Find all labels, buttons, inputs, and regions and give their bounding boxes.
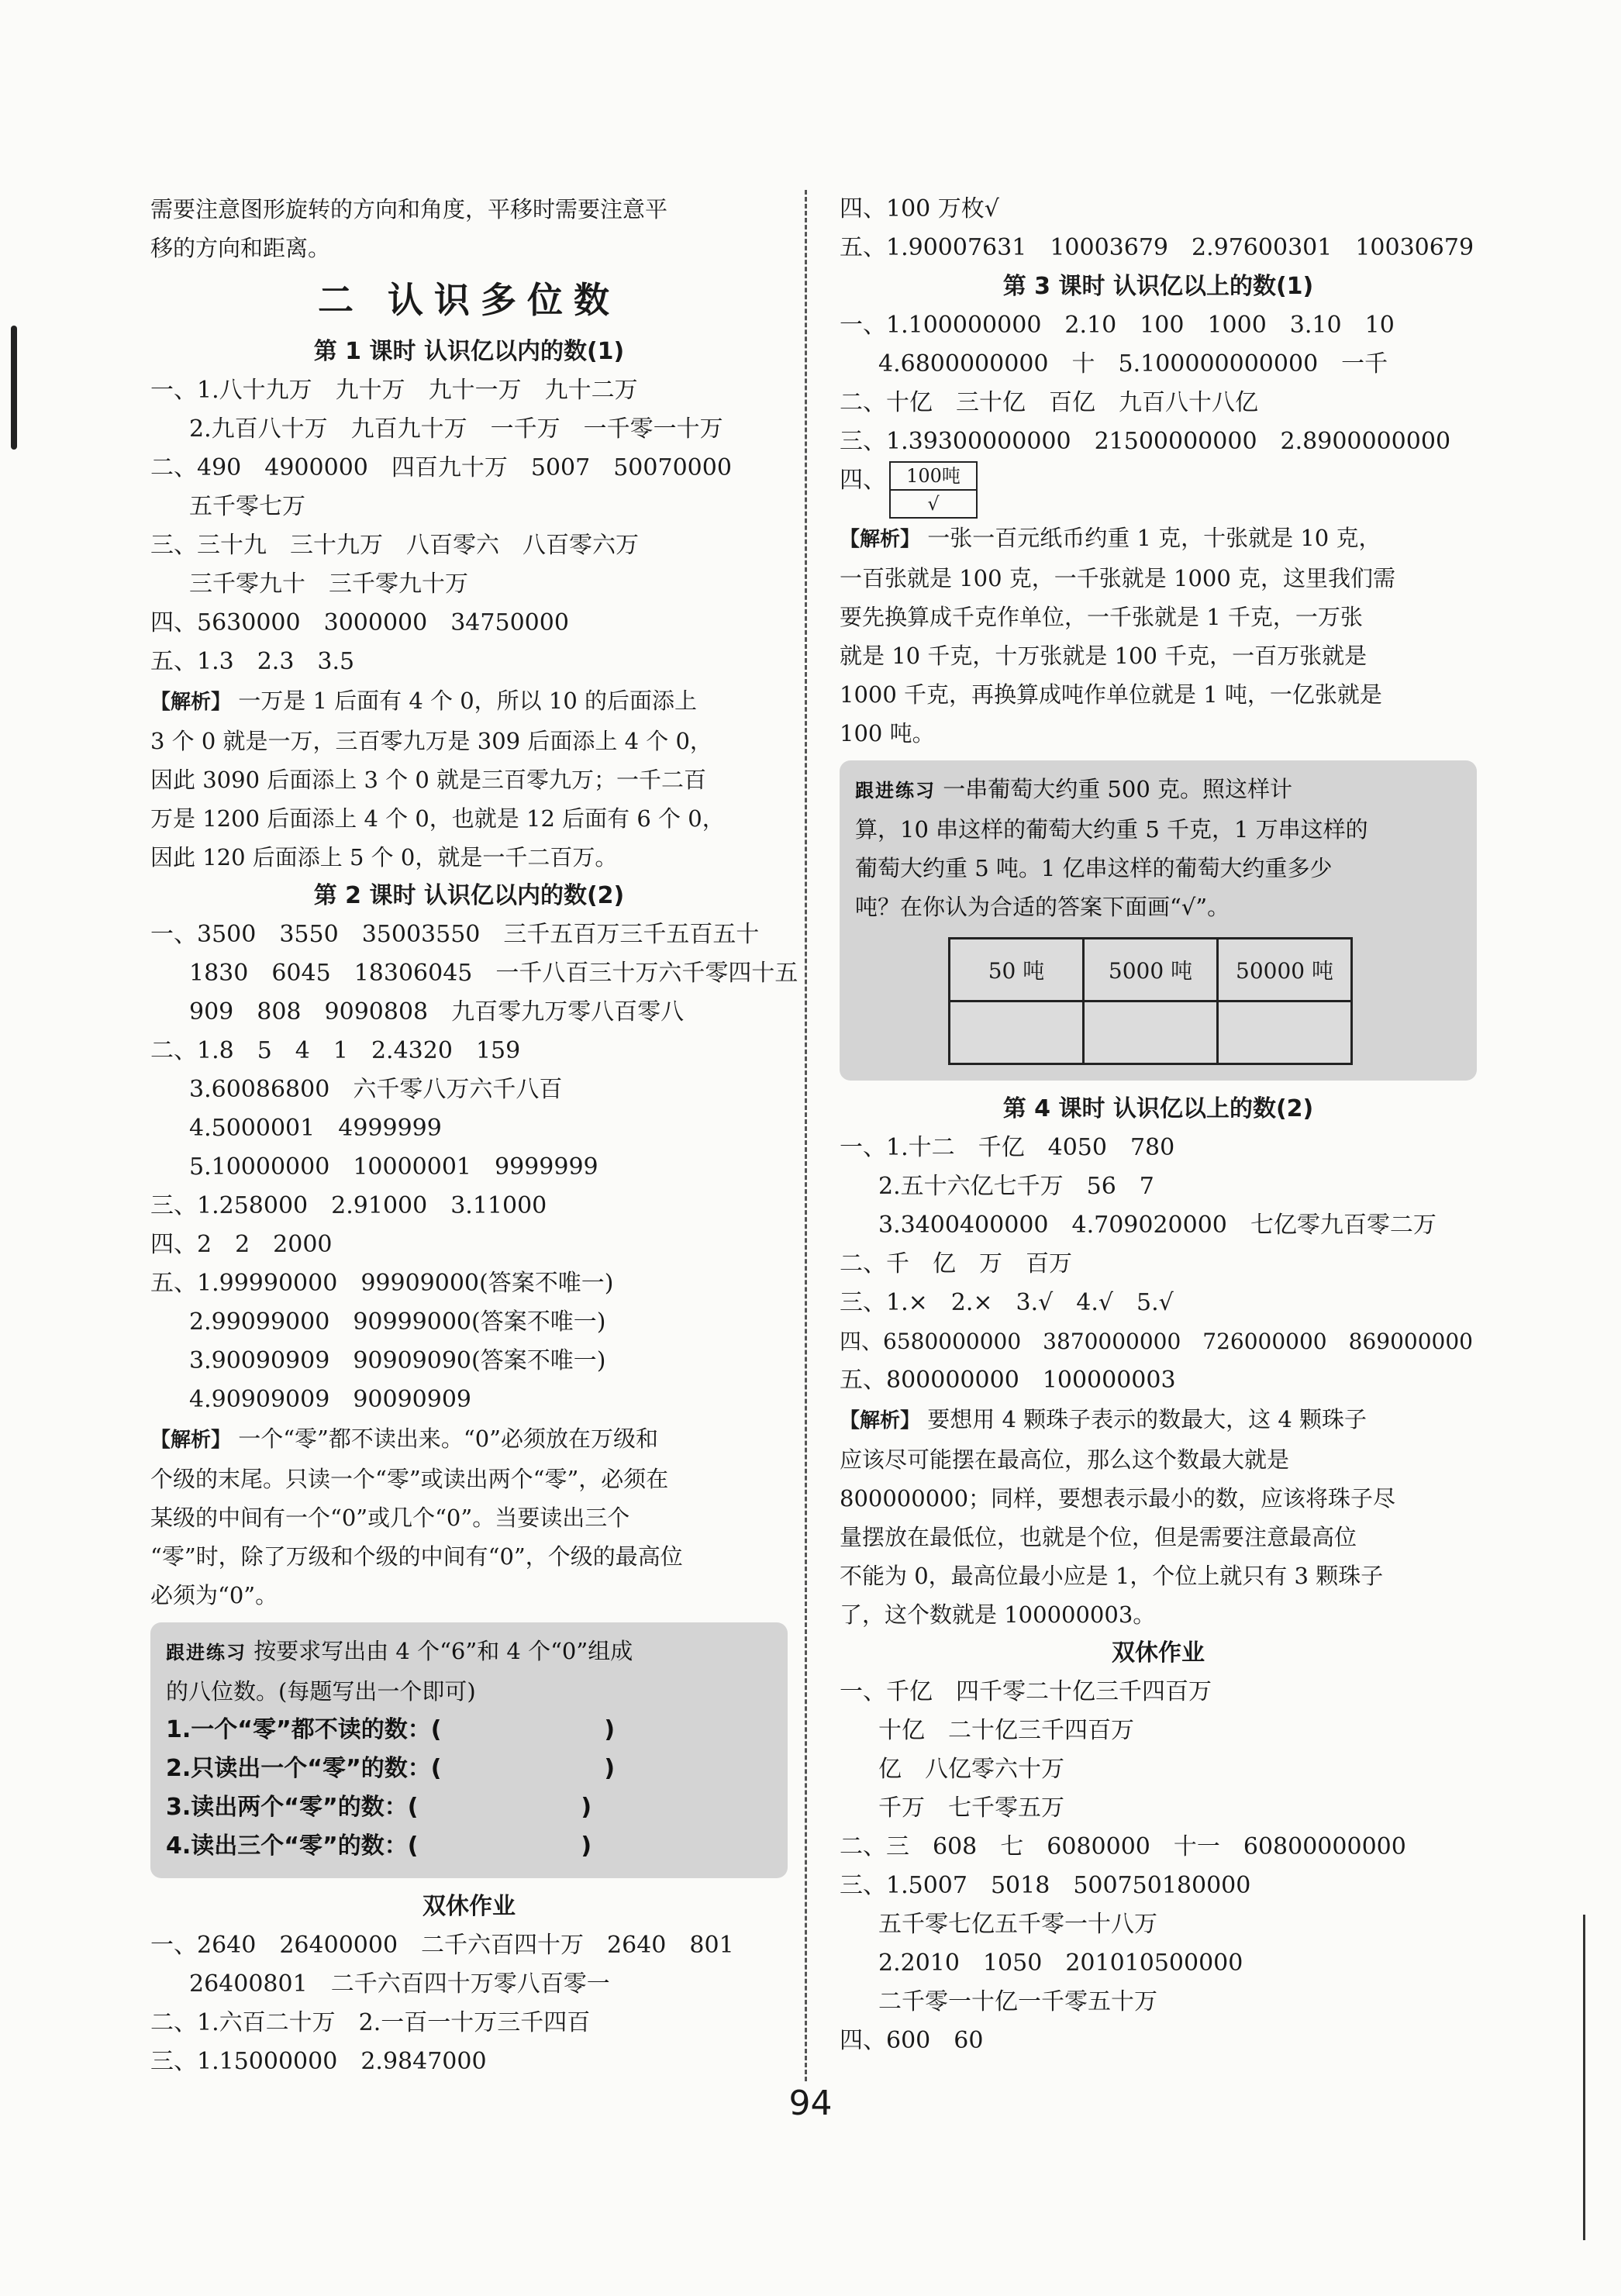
practice-text: 的八位数。(每题写出一个即可)	[166, 1678, 476, 1705]
answer-line: 五、1.3 2.3 3.5	[150, 648, 355, 675]
answer-line: 一、千亿 四千零二十亿三千四百万	[840, 1678, 1212, 1705]
answer-line: 三、1.39300000000 21500000000 2.8900000000	[840, 428, 1451, 455]
analysis-text: 要先换算成千克作单位，一千张就是 1 千克，一万张	[840, 604, 1363, 630]
practice-text: 葡萄大约重 5 吨。1 亿串这样的葡萄大约重多少	[855, 855, 1333, 881]
answer-line: 2.九百八十万 九百九十万 一千万 一千零一十万	[189, 415, 723, 443]
practice-box	[840, 760, 1477, 1081]
answer-line: 4.6800000000 十 5.100000000000 一千	[878, 350, 1388, 377]
analysis-text: 800000000；同样，要想表示最小的数，应该将珠子尽	[840, 1485, 1396, 1512]
analysis-text: 一个“零”都不读出来。“0”必须放在万级和	[238, 1426, 658, 1452]
section-title: 双休作业	[422, 1893, 516, 1920]
analysis-text: 必须为“0”。	[150, 1582, 278, 1608]
practice-box	[150, 1622, 788, 1878]
answer-line: 二、十亿 三十亿 百亿 九百八十八亿	[840, 389, 1258, 416]
answer-line: 五千零七亿五千零一十八万	[878, 1911, 1157, 1938]
table-cell: 50000 吨	[1218, 939, 1352, 1001]
answer-line: 四、600 60	[840, 2027, 984, 2054]
answer-line: 4.5000001 4999999	[189, 1115, 442, 1142]
analysis-text: 要想用 4 颗珠子表示的数最大，这 4 颗珠子	[927, 1406, 1368, 1432]
check-mark: √	[891, 489, 976, 517]
answer-line: 五、1.90007631 10003679 2.97600301 10030679	[840, 234, 1474, 261]
answer-line: 5.10000000 10000001 9999999	[189, 1153, 598, 1181]
analysis-tag: 【解析】	[840, 1409, 921, 1432]
practice-text: 一串葡萄大约重 500 克。照这样计	[943, 776, 1293, 802]
intro-line: 需要注意图形旋转的方向和角度，平移时需要注意平	[150, 196, 668, 222]
practice-item: 2.只读出一个“零”的数：( )	[166, 1755, 616, 1782]
answer-line: 亿 八亿零六十万	[878, 1756, 1064, 1783]
analysis-text: 万是 1200 后面添上 4 个 0，也就是 12 后面有 6 个 0，	[150, 805, 725, 832]
answer-line: 三、三十九 三十九万 八百零六 八百零六万	[150, 532, 639, 559]
answer-line: 三、1.258000 2.91000 3.11000	[150, 1192, 547, 1219]
analysis-text: 量摆放在最低位，也就是个位，但是需要注意最高位	[840, 1524, 1357, 1550]
table-cell: 50 吨	[950, 939, 1084, 1001]
answer-line: 2.99099000 90999000(答案不唯一)	[189, 1308, 606, 1336]
answer-box-label: 100吨	[906, 465, 961, 487]
answer-line	[840, 461, 1477, 519]
answer-line: 一、2640 26400000 二千六百四十万 2640 801	[150, 1932, 734, 1959]
analysis	[840, 1400, 1477, 1440]
analysis-text: 个级的末尾。只读一个“零”或读出两个“零”，必须在	[150, 1466, 669, 1492]
analysis	[840, 519, 1477, 559]
answer-line: 四、6580000000 3870000000 726000000 869000000	[840, 1329, 1473, 1354]
lesson-title: 第 1 课时 认识亿以内的数(1)	[313, 338, 625, 365]
answer-line: 三千零九十 三千零九十万	[189, 571, 468, 598]
table-cell: 5000 吨	[1084, 939, 1218, 1001]
answer-line: 二、490 4900000 四百九十万 5007 50070000	[150, 454, 732, 481]
section-title: 双休作业	[1112, 1639, 1205, 1667]
answer-line: 一、3500 3550 35003550 三千五百万三千五百五十	[150, 921, 760, 948]
analysis	[150, 681, 788, 722]
answer-line: 五千零七万	[189, 493, 305, 520]
left-column	[150, 190, 798, 2081]
practice-prompt	[855, 770, 1461, 810]
practice-item: 3.读出两个“零”的数：( )	[166, 1794, 592, 1821]
answer-line: 2.五十六亿七千万 56 7	[878, 1173, 1154, 1200]
answer-table	[948, 937, 1353, 1065]
answer-line: 二、千 亿 万 百万	[840, 1250, 1072, 1277]
answer-line: 十亿 二十亿三千四百万	[878, 1717, 1134, 1744]
analysis-tag: 【解析】	[150, 1429, 232, 1452]
analysis-tag: 【解析】	[150, 691, 232, 714]
analysis-text: 不能为 0，最高位最小应是 1，个位上就只有 3 颗珠子	[840, 1563, 1384, 1589]
unit-title: 二 认识多位数	[317, 279, 620, 321]
answer-line: 一、1.十二 千亿 4050 780	[840, 1134, 1175, 1161]
practice-item: 4.读出三个“零”的数：( )	[166, 1832, 592, 1860]
scan-mark	[11, 326, 17, 450]
analysis-text: “零”时，除了万级和个级的中间有“0”，个级的最高位	[150, 1543, 683, 1570]
practice-item: 1.一个“零”都不读的数：( )	[166, 1716, 616, 1743]
answer-line: 四、2 2 2000	[150, 1231, 333, 1258]
answer-line: 五、800000000 100000003	[840, 1367, 1176, 1394]
answer-line: 二千零一十亿一千零五十万	[878, 1988, 1157, 2015]
answer-line: 3.60086800 六千零八万六千八百	[189, 1076, 563, 1103]
analysis-tag: 【解析】	[840, 528, 921, 551]
page-number: 94	[788, 2084, 833, 2123]
answer-line: 一、1.100000000 2.10 100 1000 3.10 10	[840, 312, 1395, 339]
analysis-text: 1000 千克，再换算成吨作单位就是 1 吨，一亿张就是	[840, 681, 1382, 708]
practice-tag: 跟进练习	[166, 1642, 247, 1663]
answer-cell[interactable]	[950, 1001, 1084, 1064]
answer-line: 3.90090909 90909090(答案不唯一)	[189, 1347, 606, 1374]
answer-line: 4.90909009 90090909	[189, 1386, 472, 1413]
answer-line: 3.3400400000 4.709020000 七亿零九百零二万	[878, 1212, 1436, 1239]
analysis	[150, 1419, 788, 1460]
lesson-title: 第 4 课时 认识亿以上的数(2)	[1002, 1095, 1314, 1122]
answer-line: 三、1.15000000 2.9847000	[150, 2048, 487, 2075]
answer-line: 三、1.5007 5018 500750180000	[840, 1872, 1251, 1899]
analysis-text: 一张一百元纸币约重 1 克，十张就是 10 克，	[927, 525, 1381, 551]
answer-line: 二、1.六百二十万 2.一百一十万三千四百	[150, 2009, 591, 2036]
answer-line: 三、1.× 2.× 3.√ 4.√ 5.√	[840, 1289, 1174, 1316]
practice-tag: 跟进练习	[855, 780, 936, 802]
intro-line: 移的方向和距离。	[150, 235, 331, 261]
answer-line: 千万 七千零五万	[878, 1794, 1064, 1822]
answer-line: 26400801 二千六百四十万零八百零一	[189, 1970, 610, 1998]
answer-line: 2.2010 1050 201010500000	[878, 1950, 1243, 1977]
answer-line: 四、5630000 3000000 34750000	[150, 609, 569, 636]
lesson-title: 第 3 课时 认识亿以上的数(1)	[1002, 273, 1314, 300]
answer-line: 二、1.8 5 4 1 2.4320 159	[150, 1037, 521, 1064]
analysis-text: 了，这个数就是 100000003。	[840, 1601, 1156, 1628]
analysis-text: 某级的中间有一个“0”或几个“0”。当要读出三个	[150, 1505, 630, 1531]
answer-box	[889, 461, 978, 519]
answer-cell[interactable]	[1218, 1001, 1352, 1064]
practice-text: 吨？在你认为合适的答案下面画“√”。	[855, 894, 1230, 920]
column-divider	[805, 190, 807, 2081]
scan-mark	[1583, 1915, 1585, 2240]
analysis-text: 3 个 0 就是一万，三百零九万是 309 后面添上 4 个 0，	[150, 728, 712, 754]
analysis-text: 因此 3090 后面添上 3 个 0 就是三百零九万；一千二百	[150, 767, 707, 793]
analysis-text: 应该尽可能摆在最高位，那么这个数最大就是	[840, 1446, 1290, 1473]
right-column	[840, 190, 1477, 2060]
answer-line: 二、三 608 七 6080000 十一 60800000000	[840, 1833, 1406, 1860]
practice-prompt	[166, 1632, 772, 1672]
analysis-text: 因此 120 后面添上 5 个 0，就是一千二百万。	[150, 844, 618, 870]
answer-cell[interactable]	[1084, 1001, 1218, 1064]
lesson-title: 第 2 课时 认识亿以内的数(2)	[313, 882, 625, 909]
practice-text: 按要求写出由 4 个“6”和 4 个“0”组成	[253, 1638, 633, 1664]
answer-line: 五、1.99990000 99909000(答案不唯一)	[150, 1270, 614, 1297]
analysis-text: 一百张就是 100 克，一千张就是 1000 克，这里我们需	[840, 565, 1396, 591]
analysis-text: 就是 10 千克，十万张就是 100 千克，一百万张就是	[840, 643, 1368, 669]
practice-text: 算，10 串这样的葡萄大约重 5 千克，1 万串这样的	[855, 816, 1368, 843]
analysis-text: 100 吨。	[840, 720, 935, 746]
answer-line: 四、100 万枚√	[840, 195, 999, 222]
answer-line: 909 808 9090808 九百零九万零八百零八	[189, 998, 685, 1026]
analysis-text: 一万是 1 后面有 4 个 0，所以 10 的后面添上	[238, 688, 698, 714]
answer-line: 1830 6045 18306045 一千八百三十万六千零四十五	[189, 960, 798, 987]
question-label: 四、	[840, 467, 886, 494]
answer-line: 一、1.八十九万 九十万 九十一万 九十二万	[150, 377, 638, 404]
